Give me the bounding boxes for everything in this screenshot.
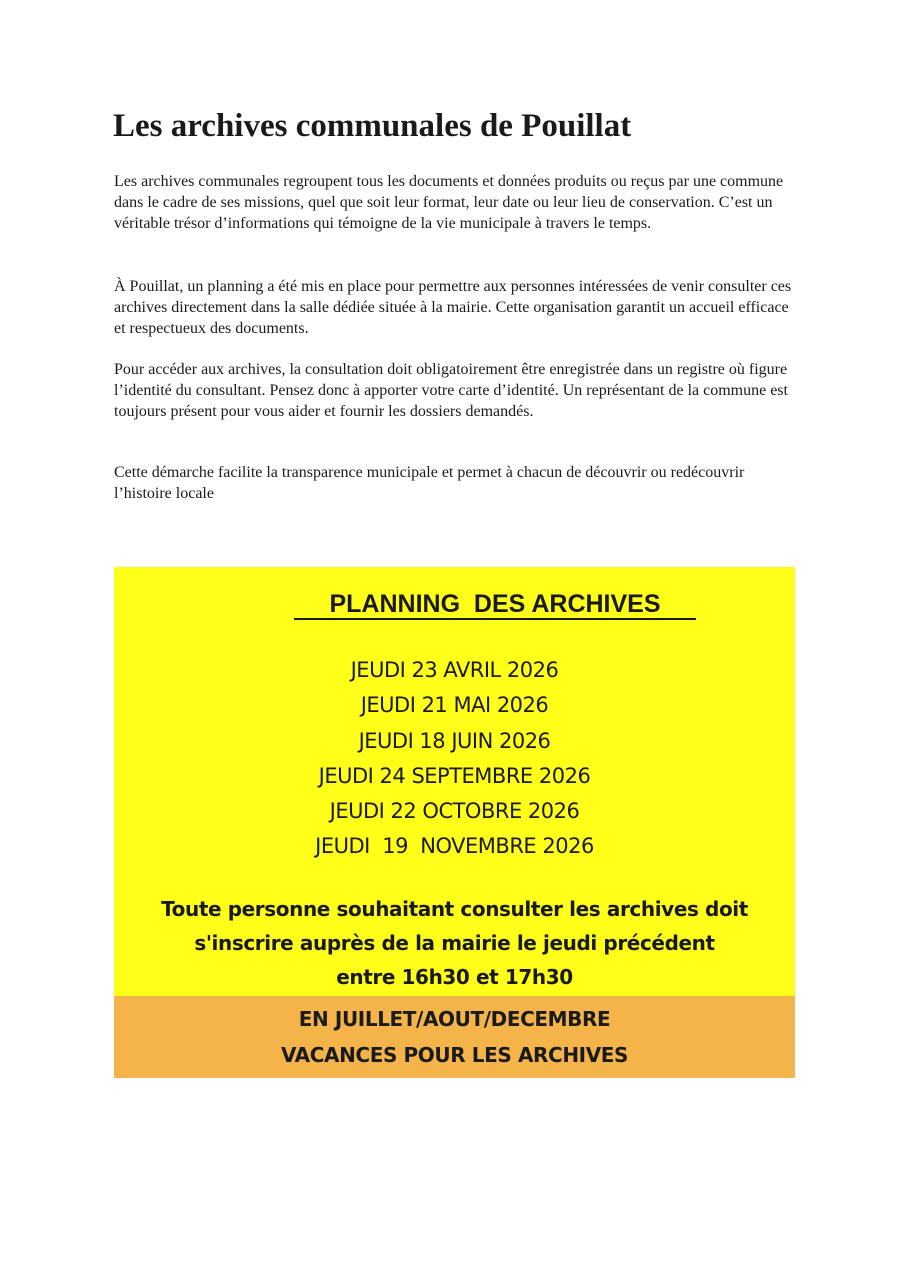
registration-notice-line: Toute personne souhaitant consulter les archives doit <box>161 897 748 921</box>
planning-date-list <box>114 653 795 865</box>
registration-notice-line: entre 16h30 et 17h30 <box>336 965 573 989</box>
holiday-band <box>114 996 795 1078</box>
holiday-notice-line: EN JUILLET/AOUT/DECEMBRE <box>298 1007 611 1031</box>
planning-date: JEUDI 23 AVRIL 2026 <box>350 658 559 682</box>
registration-notice <box>114 892 795 994</box>
closing-paragraph: Cette démarche facilite la transparence municipale et permet à chacun de découvrir ou redécouvrir l’histoire locale <box>114 464 745 502</box>
registration-notice-line: s'inscrire auprès de la mairie le jeudi précédent <box>194 931 715 955</box>
planning-title-underline <box>294 618 696 620</box>
holiday-notice <box>114 996 795 1073</box>
planning-date: JEUDI 19 NOVEMBRE 2026 <box>315 834 594 859</box>
planning-date: JEUDI 18 JUIN 2026 <box>358 728 551 753</box>
planning-paragraph: À Pouillat, un planning a été mis en place pour permettre aux personnes intéressées de venir consulter ces archives directement dans la salle dédiée située à la mairie. Cette organisation garantit un accueil efficace et respectueux des documents. <box>114 278 792 337</box>
planning-date: JEUDI 22 OCTOBRE 2026 <box>329 799 580 824</box>
planning-date: JEUDI 21 MAI 2026 <box>360 693 549 718</box>
planning-box <box>114 567 795 1078</box>
page-title: Les archives communales de Pouillat <box>113 108 632 144</box>
access-paragraph: Pour accéder aux archives, la consultation doit obligatoirement être enregistrée dans un registre où figure l’identité du consultant. Pensez donc à apporter votre carte d’identité. Un représentant de la commune est toujours présent pour vous aider et fournir les dossiers demandés. <box>114 361 788 420</box>
intro-paragraph: Les archives communales regroupent tous les documents et données produits ou reçus par une commune dans le cadre de ses missions, quel que soit leur format, leur date ou leur lieu de conservation. C’est un véritable trésor d’informations qui témoigne de la vie municipale à travers le temps. <box>114 173 784 232</box>
holiday-notice-line: VACANCES POUR LES ARCHIVES <box>280 1043 629 1067</box>
planning-date: JEUDI 24 SEPTEMBRE 2026 <box>318 763 591 788</box>
planning-title: PLANNING DES ARCHIVES <box>329 590 661 618</box>
